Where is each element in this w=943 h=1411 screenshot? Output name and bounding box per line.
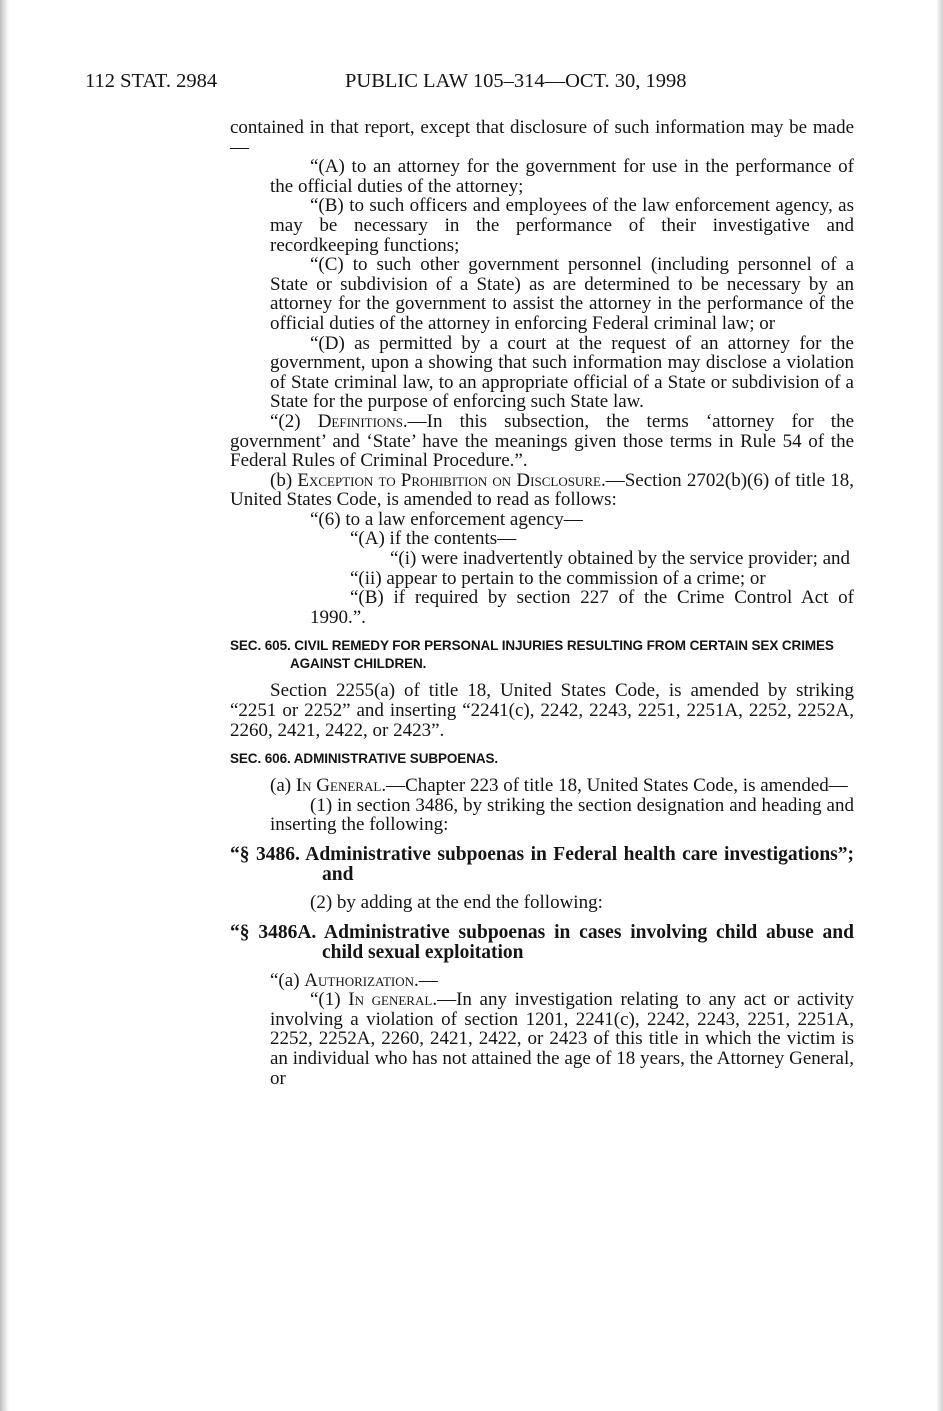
paragraph-a1: (1) in section 3486, by striking the section designation and heading and inserting the following: [270, 794, 854, 836]
definitions-heading: Definitions [317, 410, 403, 432]
exception-heading: Exception to Prohibition on Disclosure [297, 469, 601, 491]
clause-6b: “(B) if required by section 227 of the Crime Control Act of 1990.”. [310, 587, 854, 628]
subsection-b: (b) Exception to Prohibition on Disclosure.—Section 2702(b)(6) of title 18, United States Code, is amended to read as follows: [230, 469, 855, 511]
in-general-label: In general [348, 989, 433, 1011]
authorization-heading: “(a) Authorization.— [270, 969, 438, 991]
section-605-heading: SEC. 605. CIVIL REMEDY FOR PERSONAL INJURIES RESULTING FROM CERTAIN SEX CRIMES AGAINST CHILDREN. [230, 638, 834, 672]
clause-a: “(A) to an attorney for the government for use in the performance of the official duties of the attorney; [270, 156, 854, 197]
clause-b: “(B) to such officers and employees of the law enforcement agency, as may be necessary in the performance of their investigative and recordkeeping functions; [270, 195, 854, 256]
scan-edge-left [0, 0, 9, 1411]
paragraph-6: “(6) to a law enforcement agency— [310, 508, 583, 530]
section-3486-title: “§ 3486. Administrative subpoenas in Federal health care investigations”; and [230, 844, 854, 885]
section-605-text: Section 2255(a) of title 18, United States Code, is amended by striking “2251 or 2252” and inserting “2241(c), 2242, 2243, 2251, 2251A, 2252, 2252A, 2260, 2421, 2422, or 2423”. [230, 680, 854, 741]
scan-edge-right [936, 0, 943, 1411]
section-3486a-title: “§ 3486A. Administrative subpoenas in cases involving child abuse and child sexual exploitation [230, 921, 854, 963]
document-body [230, 118, 854, 1088]
clause-6a: “(A) if the contents— [350, 528, 517, 550]
paragraph-continuation: contained in that report, except that disclosure of such information may be made— [230, 117, 854, 158]
paragraph-definitions: “(2) Definitions.—In this subsection, the terms ‘attorney for the government’ and ‘State’ have the meanings given those terms in Rule 54 of the Federal Rules of Criminal Procedure.”. [230, 410, 855, 472]
paragraph-a2: (2) by adding at the end the following: [310, 892, 603, 913]
subsection-a: (a) In General.—Chapter 223 of title 18, United States Code, is amended— [270, 775, 848, 797]
authorization-label: Authorization [304, 969, 415, 991]
page-header [0, 70, 943, 98]
clause-6a-ii: “(ii) appear to pertain to the commission of a crime; or [350, 567, 766, 589]
clause-c: “(C) to such other government personnel (including personnel of a State or subdivision of a State) as are determined to be necessary by an attorney for the government to assist the attorney in the performance of the official duties of the attorney in enforcing Federal criminal law; or [270, 254, 854, 334]
running-title: PUBLIC LAW 105–314—OCT. 30, 1998 [345, 70, 687, 92]
paragraph-in-general: “(1) In general.—In any investigation relating to any act or activity involving a violation of section 1201, 2241(c), 2242, 2243, 2251, 2251A, 2252, 2252A, 2260, 2421, 2422, or 2423 of this title in which the victim is an individual who has not attained the age of 18 years, the Attorney General, or [270, 989, 854, 1089]
clause-d: “(D) as permitted by a court at the request of an attorney for the government, upon a showing that such information may disclose a violation of State criminal law, to an appropriate official of a State or subdivision of a State for the purpose of enforcing such State law. [270, 332, 854, 413]
page-number: 112 STAT. 2984 [85, 70, 218, 92]
clause-6a-i: “(i) were inadvertently obtained by the service provider; and [390, 548, 851, 570]
in-general-heading: In General [295, 775, 382, 797]
section-606-heading: SEC. 606. ADMINISTRATIVE SUBPOENAS. [230, 751, 499, 767]
